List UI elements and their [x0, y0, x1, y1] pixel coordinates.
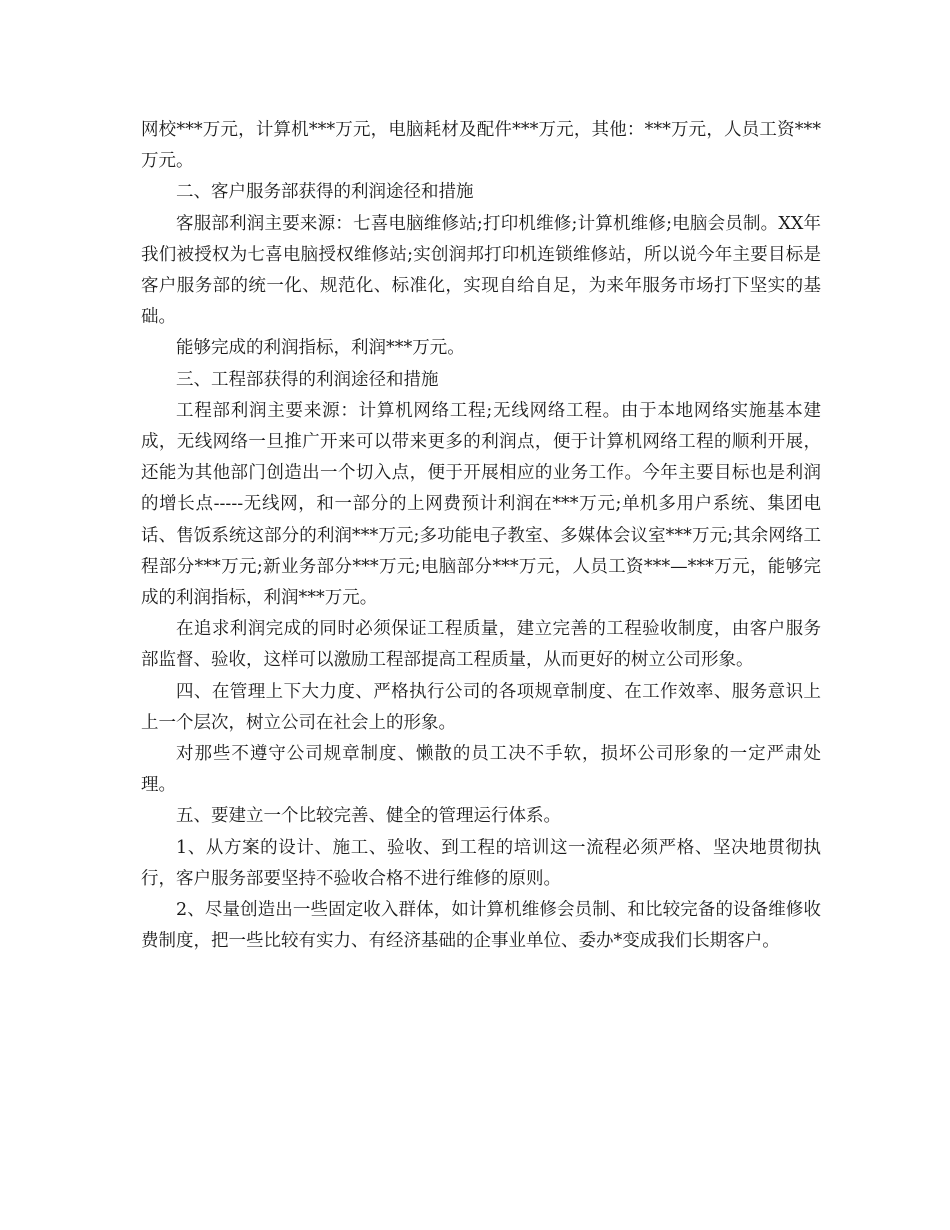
- paragraph-4: 能够完成的利润指标，利润***万元。: [176, 338, 465, 359]
- heading-section-5: 五、要建立一个比较完善、健全的管理运行体系。: [176, 806, 561, 827]
- paragraph-1: 网校***万元，计算机***万元，电脑耗材及配件***万元，其他：***万元，人员工资***万元。: [141, 120, 821, 172]
- paragraph-7: 在追求利润完成的同时必须保证工程质量，建立完善的工程验收制度，由客户服务部监督、验收，这样可以激励工程部提高工程质量，从而更好的树立公司形象。: [141, 619, 821, 671]
- paragraph-6: 工程部利润主要来源：计算机网络工程;无线网络工程。由于本地网络实施基本建成，无线网络一旦推广开来可以带来更多的利润点，便于计算机网络工程的顺利开展，还能为其他部门创造出一个切入点，便于开展相应的业务工作。今年主要目标也是利润的增长点-----无线网，和一部分的上网费预计利润在***万元;单机多用户系统、集团电话、售饭系统这部分的利润***万元;多功能电子教室、多媒体会议室***万元;其余网络工程部分***万元;新业务部分***万元;电脑部分***万元，人员工资***—***万元，能够完成的利润指标，利润***万元。: [141, 400, 821, 609]
- list-item-2: 2、尽量创造出一些固定收入群体，如计算机维修会员制、和比较完备的设备维修收费制度，把一些比较有实力、有经济基础的企事业单位、委办*变成我们长期客户。: [141, 900, 821, 952]
- paragraph-9: 对那些不遵守公司规章制度、懒散的员工决不手软，损坏公司形象的一定严肃处理。: [141, 744, 821, 796]
- paragraph-3: 客服部利润主要来源：七喜电脑维修站;打印机维修;计算机维修;电脑会员制。XX年我们被授权为七喜电脑授权维修站;实创润邦打印机连锁维修站，所以说今年主要目标是客户服务部的统一化、规范化、标准化，实现自给自足，为来年服务市场打下坚实的基础。: [141, 213, 821, 328]
- list-item-1: 1、从方案的设计、施工、验收、到工程的培训这一流程必须严格、坚决地贯彻执行，客户服务部要坚持不验收合格不进行维修的原则。: [141, 837, 821, 889]
- heading-section-2: 二、客户服务部获得的利润途径和措施: [176, 182, 474, 203]
- document-body: [141, 115, 821, 957]
- heading-section-4: 四、在管理上下大力度、严格执行公司的各项规章制度、在工作效率、服务意识上上一个层次，树立公司在社会上的形象。: [141, 681, 821, 733]
- heading-section-3: 三、工程部获得的利润途径和措施: [176, 369, 439, 390]
